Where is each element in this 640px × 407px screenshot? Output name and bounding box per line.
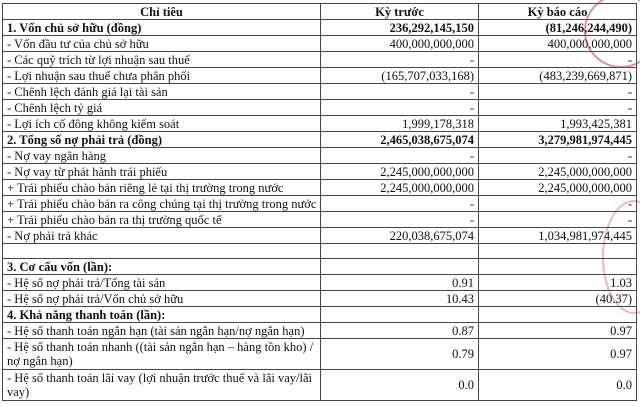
row-prev-value: 10.43 — [321, 291, 479, 307]
row-curr-value: (81,246,244,490) — [479, 20, 637, 36]
row-label: - Hệ số thanh toán lãi vay (lợi nhuận trước thuế và lãi vay/lãi vay) — [3, 370, 321, 401]
row-prev-value: 2,465,038,675,074 — [321, 132, 479, 148]
table-row — [3, 212, 637, 228]
row-prev-value: 2,245,000,000,000 — [321, 180, 479, 196]
row-label: - Các quỹ trích từ lợi nhuận sau thuế — [3, 52, 321, 68]
row-prev-value: - — [321, 52, 479, 68]
table-row — [3, 84, 637, 100]
table-row-spacer — [3, 244, 637, 259]
row-prev-value: (165,707,033,168) — [321, 68, 479, 84]
row-label: - Hệ số thanh toán ngắn hạn (tài sản ngắn hạn/nợ ngắn hạn) — [3, 323, 321, 339]
row-curr-value: 0.97 — [479, 323, 637, 339]
table-row — [3, 307, 637, 323]
row-prev-value: - — [321, 100, 479, 116]
table-row — [3, 68, 637, 84]
row-label: + Trái phiếu chào bán riêng lẻ tại thị trường trong nước — [3, 180, 321, 196]
row-label: - Chênh lệch tỷ giá — [3, 100, 321, 116]
row-label: 1. Vốn chủ sở hữu (đồng) — [3, 20, 321, 36]
table-row — [3, 228, 637, 244]
table-row — [3, 100, 637, 116]
row-label: - Hệ số nợ phải trả/Vốn chủ sở hữu — [3, 291, 321, 307]
row-label: - Hệ số thanh toán nhanh ((tài sản ngắn hạn – hàng tồn kho) / nợ ngắn hạn) — [3, 339, 321, 370]
table-row — [3, 52, 637, 68]
row-curr-value: 1,993,425,381 — [479, 116, 637, 132]
row-label: - Lợi nhuận sau thuế chưa phân phối — [3, 68, 321, 84]
row-curr-value: 2,245,000,000,000 — [479, 180, 637, 196]
row-prev-value: - — [321, 148, 479, 164]
table-row — [3, 180, 637, 196]
row-curr-value: (40.37) — [479, 291, 637, 307]
header-previous-period: Kỳ trước — [321, 4, 479, 20]
row-curr-value: 3,279,981,974,445 — [479, 132, 637, 148]
row-prev-value: 1,999,178,318 — [321, 116, 479, 132]
row-curr-value: 2,245,000,000,000 — [479, 164, 637, 180]
row-curr-value: 0.97 — [479, 339, 637, 370]
row-label: - Nợ phải trả khác — [3, 228, 321, 244]
row-prev-value: 220,038,675,074 — [321, 228, 479, 244]
row-prev-value: 2,245,000,000,000 — [321, 164, 479, 180]
row-curr-value: 1,034,981,974,445 — [479, 228, 637, 244]
row-curr-value: 400,000,000,000 — [479, 36, 637, 52]
row-prev-value: 0.79 — [321, 339, 479, 370]
table-row — [3, 291, 637, 307]
row-label: - Vốn đầu tư của chủ sở hữu — [3, 36, 321, 52]
header-reporting-period: Kỳ báo cáo — [479, 4, 637, 20]
row-label: - Hệ số nợ phải trả/Tổng tài sản — [3, 275, 321, 291]
table-row — [3, 116, 637, 132]
table-row — [3, 148, 637, 164]
row-prev-value: 0.91 — [321, 275, 479, 291]
row-curr-value — [479, 307, 637, 323]
row-label: - Lợi ích cổ đông không kiểm soát — [3, 116, 321, 132]
row-label: + Trái phiếu chào bán ra thị trường quốc tế — [3, 212, 321, 228]
row-prev-value: 236,292,145,150 — [321, 20, 479, 36]
table-row — [3, 20, 637, 36]
row-prev-value: 400,000,000,000 — [321, 36, 479, 52]
table-row — [3, 339, 637, 370]
row-prev-value: - — [321, 84, 479, 100]
empty-cell — [321, 244, 479, 259]
row-curr-value: 0.0 — [479, 370, 637, 401]
empty-cell — [479, 244, 637, 259]
table-row — [3, 275, 637, 291]
row-prev-value — [321, 307, 479, 323]
header-item: Chỉ tiêu — [3, 4, 321, 20]
table-row — [3, 323, 637, 339]
row-curr-value: (483,239,669,871) — [479, 68, 637, 84]
row-label: + Trái phiếu chào bán ra công chúng tại thị trường trong nước — [3, 196, 321, 212]
row-prev-value: 0.0 — [321, 370, 479, 401]
row-curr-value: - — [479, 84, 637, 100]
table-row — [3, 259, 637, 275]
row-curr-value: - — [479, 148, 637, 164]
row-prev-value: - — [321, 212, 479, 228]
table-header-row — [3, 4, 637, 20]
table-row — [3, 132, 637, 148]
row-prev-value — [321, 259, 479, 275]
row-label: 4. Khả năng thanh toán (lần): — [3, 307, 321, 323]
row-curr-value: - — [479, 196, 637, 212]
table-row — [3, 370, 637, 401]
table-row — [3, 164, 637, 180]
empty-cell — [3, 244, 321, 259]
row-label: 2. Tổng số nợ phải trả (đồng) — [3, 132, 321, 148]
row-label: 3. Cơ cấu vốn (lần): — [3, 259, 321, 275]
row-curr-value: - — [479, 212, 637, 228]
row-label: - Nợ vay ngân hàng — [3, 148, 321, 164]
table-row — [3, 36, 637, 52]
financial-indicators-table — [2, 3, 637, 401]
row-curr-value: - — [479, 100, 637, 116]
row-prev-value: - — [321, 196, 479, 212]
row-label: - Nợ vay từ phát hành trái phiếu — [3, 164, 321, 180]
row-label: - Chênh lệch đánh giá lại tài sản — [3, 84, 321, 100]
row-curr-value: 1.03 — [479, 275, 637, 291]
row-prev-value: 0.87 — [321, 323, 479, 339]
row-curr-value — [479, 259, 637, 275]
row-curr-value: - — [479, 52, 637, 68]
table-row — [3, 196, 637, 212]
